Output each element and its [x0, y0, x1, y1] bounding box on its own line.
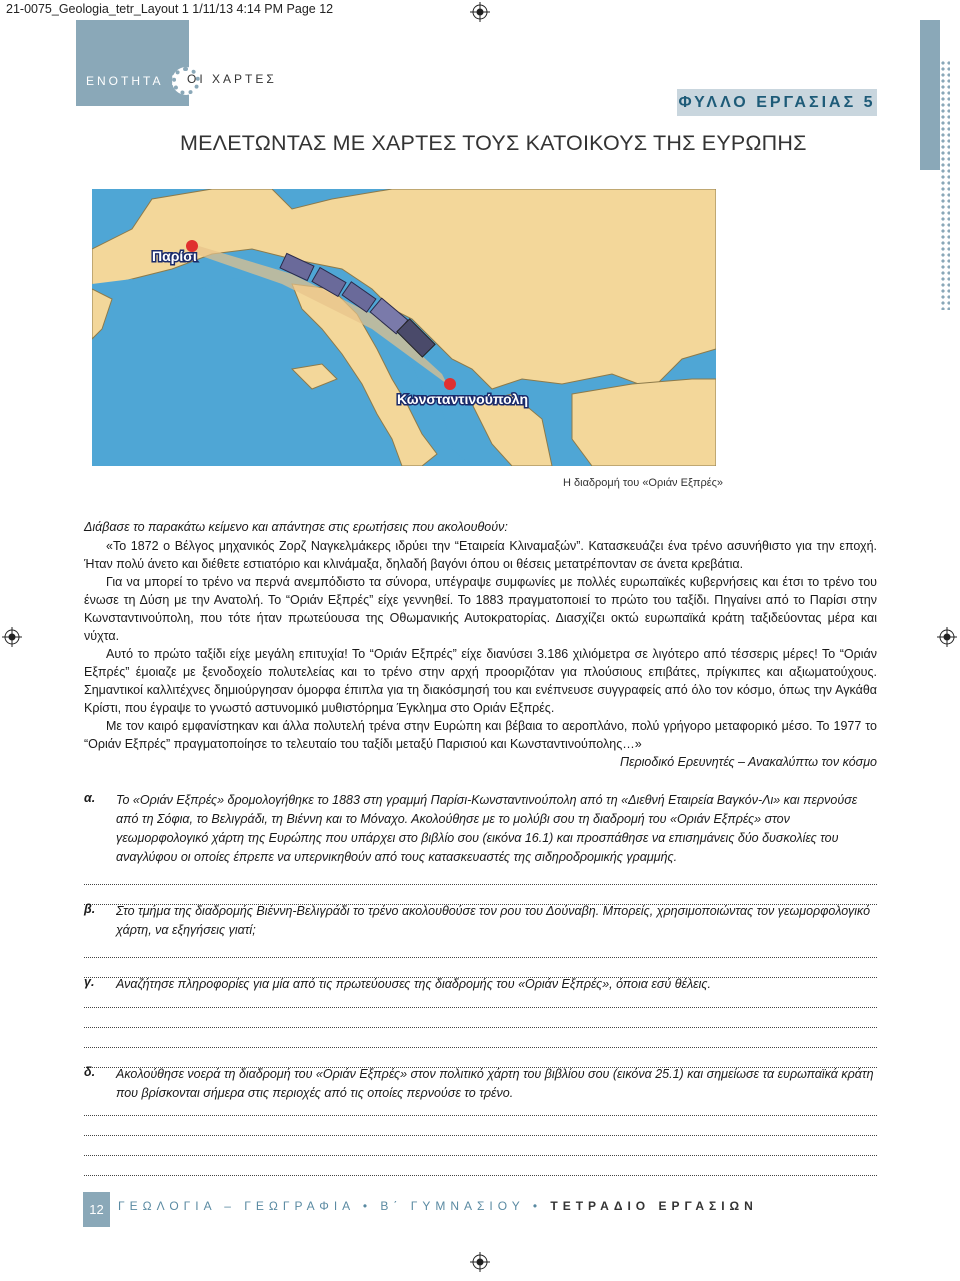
question-a [84, 791, 877, 905]
answer-line[interactable] [84, 1046, 877, 1048]
passage-source: Περιοδικό Ερευνητές – Ανακαλύπτω τον κόσμο [619, 755, 877, 769]
unit-label-text: ΕΝΟΤΗΤΑ [86, 74, 163, 88]
worksheet-badge: ΦΥΛΛΟ ΕΡΓΑΣΙΑΣ 5 [677, 89, 877, 116]
passage-paragraph-3: Αυτό το πρώτο ταξίδι είχε μεγάλη επιτυχία! Το “Οριάν Εξπρές” είχε διανύσει 3.186 χιλιόμετρα σε λιγότερο από τέσσερις μέρες! Το “Οριάν Εξπρές” έμοιαζε με ξενοδοχείο πολυτελείας και το τρένο στην αρχή προοριζόταν για πλούσιους επιβάτες, πρίγκιπες και αξιωματούχους. Σημαντικοί καλλιτέχνες δημιούργησαν όμορφα έπιπλα για τη διακόσμησή του και ενέπνευσε συγγραφείς από όλο τον κόσμο, όπως την Αγκάθα Κρίστι, που έγραψε το γνωστό αστυνομικό μυθιστόρημα Έγκλημα στο Οριάν Εξπρές. [84, 647, 877, 715]
question-label: β. [84, 902, 96, 916]
chapter-title: ΟΙ ΧΑΡΤΕΣ [187, 72, 277, 86]
map-caption: Η διαδρομή του «Οριάν Εξπρές» [563, 477, 724, 489]
answer-line[interactable] [84, 1174, 877, 1176]
answer-line[interactable] [84, 956, 877, 958]
question-d [84, 1065, 877, 1176]
constantinople-label: Κωνσταντινούπολη [397, 391, 529, 407]
question-c [84, 975, 877, 1068]
question-text: Στο τμήμα της διαδρομής Βιέννη-Βελιγράδι το τρένο ακολουθούσε τον ρου του Δούναβη. Μπορείς, χρησιμοποιώντας τον γεωμορφολογικό χάρτη, να εξηγήσεις γιατί; [116, 904, 871, 937]
route-map [92, 189, 716, 466]
question-text: Το «Οριάν Εξπρές» δρομολογήθηκε το 1883 στη γραμμή Παρίσι-Κωνσταντινούπολη από τη «Διεθνή Εταιρεία Βαγκόν-Λι» και περνούσε από τη Σόφια, το Βελιγράδι, τη Βιέννη και το Μόναχο. Ακολούθησε με το μολύβι σου τη διαδρομή του «Οριάν Εξπρές» στον γεωμορφολογικό χάρτη της Ευρώπης που υπάρχει στο βιβλίο σου (εικόνα 16.1) και προσπάθησε να επισημάνεις δύο δυσκολίες του αναγλύφου οι οποίες έπρεπε να υπερνικηθούν από τους κατασκευαστές της σιδηροδρομικής γραμμής. [116, 793, 858, 864]
answer-line[interactable] [84, 1026, 877, 1028]
side-band [920, 20, 940, 170]
answer-line[interactable] [84, 1006, 877, 1008]
footer-subject: ΓΕΩΛΟΓΙΑ – ΓΕΩΓΡΑΦΙΑ • Β΄ ΓΥΜΝΑΣΙΟΥ • [118, 1199, 543, 1213]
answer-line[interactable] [84, 1134, 877, 1136]
passage [84, 537, 877, 771]
instruction: Διάβασε το παρακάτω κείμενο και απάντησε στις ερωτήσεις που ακολουθούν: [84, 520, 508, 534]
question-text: Ακολούθησε νοερά τη διαδρομή του «Οριάν Εξπρές» στον πολιτικό χάρτη του βιβλίου σου (εικόνα 25.1) και σημείωσε τα ευρωπαϊκά κράτη που βρίσκονται σήμερα στις περιοχές από τις οποίες περνούσε το τρένο. [116, 1067, 874, 1100]
question-label: α. [84, 791, 96, 805]
registration-mark-icon [470, 2, 490, 22]
europe-map-illustration [92, 189, 716, 466]
constantinople-marker [444, 378, 456, 390]
footer-running-title [118, 1199, 758, 1213]
answer-line[interactable] [84, 883, 877, 885]
print-slug: 21-0075_Geologia_tetr_Layout 1 1/11/13 4:14 PM Page 12 [6, 2, 334, 16]
question-label: δ. [84, 1065, 96, 1079]
page-number: 12 [83, 1192, 110, 1227]
footer-book: ΤΕΤΡΑΔΙΟ ΕΡΓΑΣΙΩΝ [550, 1199, 758, 1213]
paris-label: Παρίσι [152, 248, 197, 264]
dotted-border [940, 60, 950, 310]
registration-mark-icon [937, 627, 957, 647]
unit-label [86, 72, 180, 90]
registration-mark-icon [2, 627, 22, 647]
passage-paragraph-1: «Το 1872 ο Βέλγος μηχανικός Ζορζ Ναγκελμάκερς ιδρύει την “Εταιρεία Κλιναμαξών”. Κατασκευάζει ένα τρένο ασυνήθιστο για την εποχή. Ήταν πολύ άνετο και διέθετε εστιατόριο και κλινάμαξα, δηλαδή βαγόνι όπου οι θέσεις μετατρέπονταν σε άνετα κρεβάτια. [84, 539, 877, 571]
passage-paragraph-2: Για να μπορεί το τρένο να περνά ανεμπόδιστο τα σύνορα, υπέγραψε συμφωνίες με πολλές ευρωπαϊκές κυβερνήσεις και έτσι το τρένο του ένωσε τη Δύση με την Ανατολή. Το “Οριάν Εξπρές” είχε γεννηθεί. Το 1883 πραγματοποιεί το πρώτο του ταξίδι. Πηγαίνει από το Παρίσι στην Κωνσταντινούπολη, που τότε ήταν πρωτεύουσα της Οθωμανικής Αυτοκρατορίας. Διασχίζει οκτώ ευρωπαϊκά κράτη ταξιδεύοντας μέρα και νύχτα. [84, 575, 877, 643]
question-text: Αναζήτησε πληροφορίες για μία από τις πρωτεύουσες της διαδρομής του «Οριάν Εξπρές», όποια εσύ θέλεις. [116, 977, 711, 991]
passage-paragraph-4: Με τον καιρό εμφανίστηκαν και άλλα πολυτελή τρένα στην Ευρώπη και βέβαια το αεροπλάνο, πολύ γρήγορο μεταφορικό μέσο. Το 1977 το “Οριάν Εξπρές” πραγματοποίησε το τελευταίο του ταξίδι μεταξύ Παρισιού και Κωνσταντινούπολης…» [84, 719, 877, 751]
question-b [84, 902, 877, 978]
page-title: ΜΕΛΕΤΩΝΤΑΣ ΜΕ ΧΑΡΤΕΣ ΤΟΥΣ ΚΑΤΟΙΚΟΥΣ ΤΗΣ ΕΥΡΩΠΗΣ [180, 131, 807, 155]
answer-line[interactable] [84, 1114, 877, 1116]
answer-line[interactable] [84, 1154, 877, 1156]
unit-band [76, 20, 189, 106]
registration-mark-icon [470, 1252, 490, 1272]
question-label: γ. [84, 975, 95, 989]
